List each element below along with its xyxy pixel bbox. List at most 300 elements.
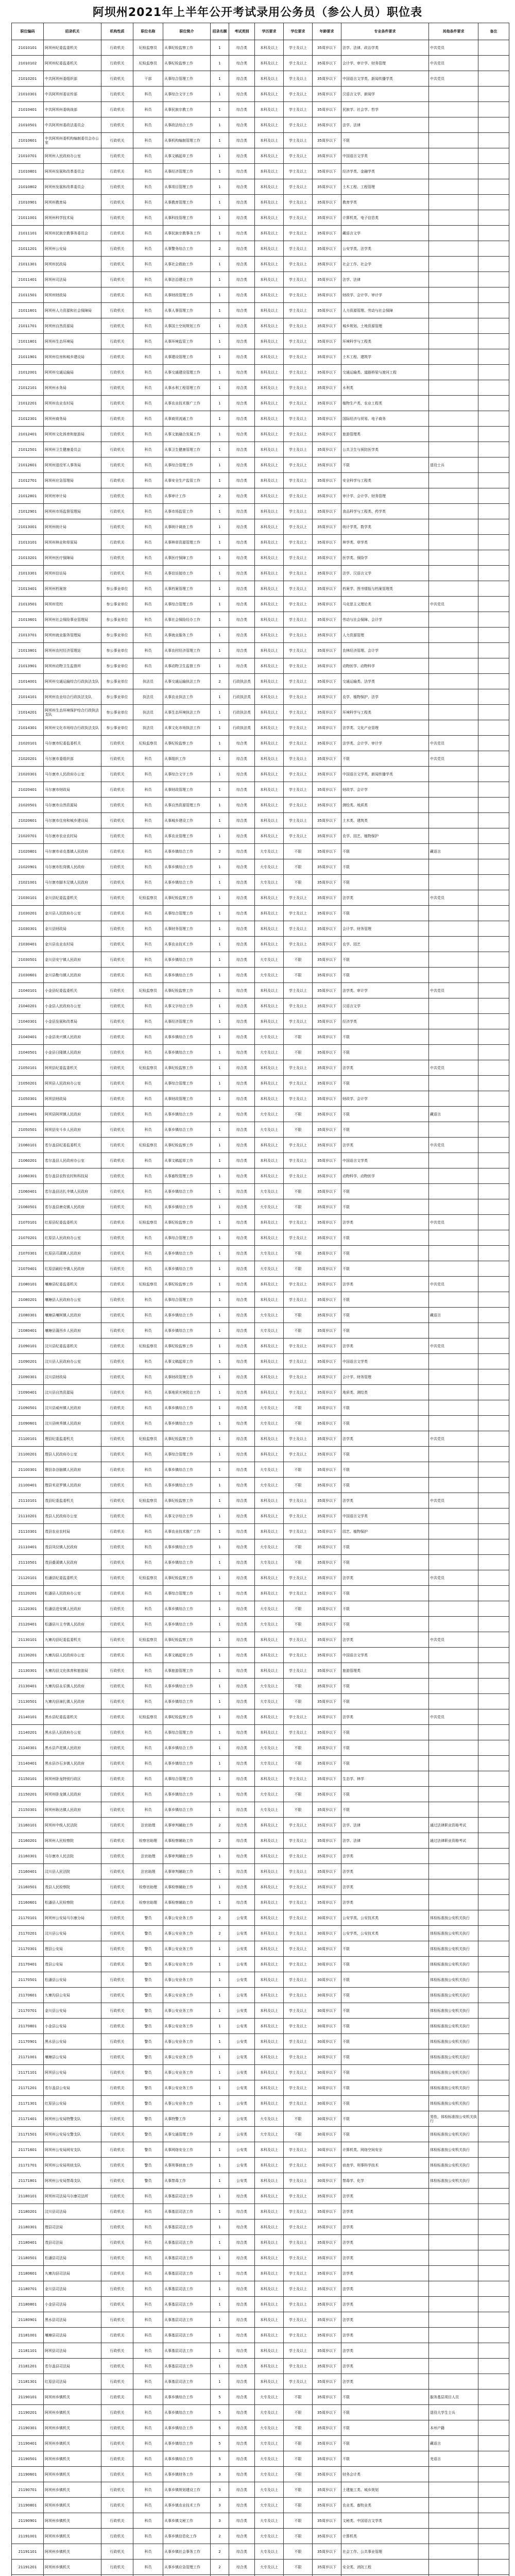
table-cell: 法学、汉语言文学 [341, 566, 429, 581]
table-cell: 学士及以上 [284, 720, 313, 736]
table-cell: 学士及以上 [284, 937, 313, 952]
table-cell [429, 566, 478, 581]
table-cell: 从事畜牧管理工作 [163, 1168, 211, 1184]
table-cell: 行政机关 [101, 457, 133, 473]
table-cell [478, 705, 509, 720]
table-cell: 阿坝州乡镇机关 [44, 2544, 101, 2560]
table-cell: 1 [211, 2250, 229, 2266]
table-cell: 土木工程、建筑学 [341, 349, 429, 365]
table-cell: 本科及以上 [255, 226, 284, 241]
table-cell: 1 [211, 705, 229, 720]
table-cell: 从事纪检监察工作 [163, 983, 211, 998]
table-cell [429, 287, 478, 303]
table-cell: 1 [211, 1184, 229, 1199]
table-cell: 1 [211, 1879, 229, 1895]
table-cell: 21011901 [12, 349, 44, 365]
table-cell: 本科及以上 [255, 1941, 284, 1957]
table-cell [478, 457, 509, 473]
table-cell: 35周岁以下 [313, 2544, 341, 2560]
table-cell: 不限 [341, 2389, 429, 2405]
table-cell: 大专及以上 [255, 2467, 284, 2482]
table-cell: 本科及以上 [255, 1833, 284, 1849]
table-cell: 35周岁以下 [313, 241, 341, 257]
table-cell: 执法员 [133, 689, 163, 705]
table-cell: 1 [211, 875, 229, 890]
table-cell: 行政机关 [101, 1493, 133, 1509]
table-cell: 若尔盖县公安局 [44, 2080, 101, 2096]
table-cell: 35周岁以下 [313, 210, 341, 226]
table-cell: 本科及以上 [255, 457, 284, 473]
table-cell: 法学类 [341, 2297, 429, 2312]
table-cell [429, 1648, 478, 1663]
table-cell: 行政机关 [101, 1524, 133, 1539]
table-cell [478, 1879, 509, 1895]
table-cell [429, 798, 478, 813]
table-cell: 科员 [133, 1679, 163, 1694]
table-cell: 科员 [133, 1029, 163, 1045]
table-cell: 公安学类、公安技术类 [341, 1926, 429, 1941]
table-cell: 审计学、会计学、财务管理 [341, 488, 429, 504]
table-cell: 1 [211, 937, 229, 952]
table-cell: 科员 [133, 1292, 163, 1308]
table-cell: 金川县纪委监委机关 [44, 890, 101, 906]
table-cell [478, 1910, 509, 1926]
table-cell: 从事乡镇综合工作 [163, 1478, 211, 1493]
table-cell: 21090401 [12, 1385, 44, 1400]
table-cell: 法学类 [341, 1849, 429, 1864]
table-cell: 科员 [133, 1555, 163, 1570]
table-cell: 不限 [341, 1400, 429, 1416]
table-cell: 35周岁以下 [313, 1029, 341, 1045]
table-cell: 医学类、保险学 [341, 550, 429, 566]
table-cell: 21170301 [12, 1941, 44, 1957]
table-cell: 行政机关 [101, 1431, 133, 1447]
table-cell: 从事基层司法工作 [163, 2297, 211, 2312]
table-row [12, 1818, 509, 1833]
table-cell: 科员 [133, 2544, 163, 2560]
table-cell [478, 1524, 509, 1539]
table-row [12, 2297, 509, 2312]
table-row [12, 1586, 509, 1601]
table-cell: 阿坝州民政局 [44, 257, 101, 272]
table-cell: 本科及以上 [255, 365, 284, 380]
table-cell: 35周岁以下 [313, 1076, 341, 1091]
table-cell [478, 1586, 509, 1601]
table-cell: 本科及以上 [255, 689, 284, 705]
table-cell: 行政机关 [101, 2389, 133, 2405]
table-cell: 本科及以上 [255, 2312, 284, 2328]
table-cell [478, 1277, 509, 1292]
table-cell: 水利类 [341, 380, 429, 396]
table-cell: 中共党员 [429, 751, 478, 767]
table-cell [429, 1122, 478, 1138]
table-cell: 行政机关 [101, 380, 133, 396]
table-cell: 科员 [133, 504, 163, 519]
table-cell: 21110201 [12, 1509, 44, 1524]
table-cell: 本科及以上 [255, 782, 284, 798]
table-cell: 从事农业技术工作 [163, 937, 211, 952]
table-cell: 本科及以上 [255, 56, 284, 71]
table-cell: 中共党员 [429, 1570, 478, 1586]
table-cell: 行政机关 [101, 1230, 133, 1246]
table-cell: 学士及以上 [284, 2158, 313, 2173]
table-cell: 学士及以上 [284, 2359, 313, 2374]
table-cell: 35周岁以下 [313, 56, 341, 71]
table-cell: 退役士兵 [429, 457, 478, 473]
table-cell: 综合类 [229, 2343, 255, 2359]
table-cell: 21140101 [12, 1709, 44, 1725]
table-cell: 纪检监察员 [133, 1632, 163, 1648]
table-cell: 21013101 [12, 535, 44, 550]
table-cell: 法学类 [341, 2204, 429, 2219]
table-cell: 阿坝州生态环境局 [44, 334, 101, 349]
table-cell: 35周岁以下 [313, 1833, 341, 1849]
table-cell: 综合类 [229, 859, 255, 875]
table-cell: 学士及以上 [284, 396, 313, 411]
table-cell: 行政机关 [101, 272, 133, 287]
table-cell: 大专及以上 [255, 1679, 284, 1694]
table-cell [429, 1895, 478, 1910]
table-cell: 21170501 [12, 1972, 44, 1988]
table-cell: 1 [211, 921, 229, 937]
table-cell: 35周岁以下 [313, 1138, 341, 1153]
table-cell: 理县纪委监委机关 [44, 1431, 101, 1447]
table-cell: 综合类 [229, 1292, 255, 1308]
table-cell [429, 1478, 478, 1493]
table-cell: 本科及以上 [255, 1354, 284, 1369]
table-cell: 中共阿坝州委统战部 [44, 102, 101, 117]
table-cell: 21170801 [12, 2019, 44, 2034]
table-cell [429, 1199, 478, 1215]
table-cell: 黑水县司法局 [44, 2312, 101, 2328]
table-cell: 35周岁以下 [313, 535, 341, 550]
table-cell: 公安学类、法学类 [341, 241, 429, 257]
table-cell: 35周岁以下 [313, 1632, 341, 1648]
table-cell: 科员 [133, 875, 163, 890]
table-cell: 科员 [133, 442, 163, 457]
table-cell: 执法员 [133, 674, 163, 689]
table-cell: 21011401 [12, 272, 44, 287]
table-cell [429, 2529, 478, 2544]
table-cell: 九寨沟县永乐镇人民政府 [44, 1679, 101, 1694]
table-cell: 从事乡镇综合工作 [163, 2420, 211, 2436]
table-row [12, 921, 509, 937]
table-cell: 行政机关 [101, 906, 133, 921]
table-cell: 综合类 [229, 2235, 255, 2250]
table-cell: 综合类 [229, 427, 255, 442]
table-cell: 科员 [133, 1586, 163, 1601]
table-cell: 学士及以上 [284, 1431, 313, 1447]
table-cell: 马尔康市委组织部 [44, 751, 101, 767]
table-cell: 综合类 [229, 1416, 255, 1431]
table-cell: 交通运输类、法学类 [341, 674, 429, 689]
table-cell: 35周岁以下 [313, 1864, 341, 1879]
table-cell: 1 [211, 798, 229, 813]
table-cell: 公安类 [229, 1926, 255, 1941]
table-cell: 综合类 [229, 2281, 255, 2297]
table-cell: 21010701 [12, 148, 44, 164]
table-cell: 行政机关 [101, 875, 133, 890]
table-cell: 纪检监察员 [133, 1277, 163, 1292]
table-cell: 学士及以上 [284, 1570, 313, 1586]
table-cell: 学士及以上 [284, 2096, 313, 2111]
table-cell: 综合类 [229, 2189, 255, 2204]
table-cell [478, 658, 509, 674]
table-cell: 从事综合管理工作 [163, 597, 211, 612]
table-cell [429, 1091, 478, 1107]
table-cell: 科员 [133, 1308, 163, 1323]
table-cell: 21021001 [12, 875, 44, 890]
table-cell: 行政执法类 [229, 720, 255, 736]
table-cell: 从事乡镇综合工作 [163, 2405, 211, 2420]
table-cell [429, 1725, 478, 1740]
table-cell [478, 2235, 509, 2250]
table-cell: 35周岁以下 [313, 2219, 341, 2235]
table-cell: 法学类 [341, 2374, 429, 2389]
table-cell: 行政机关 [101, 87, 133, 102]
table-cell [478, 427, 509, 442]
table-cell: 从事基层司法工作 [163, 2204, 211, 2219]
table-cell: 若尔盖县人民政府办公室 [44, 1153, 101, 1168]
table-cell: 黑水县公安局 [44, 2034, 101, 2049]
table-cell: 从事公安业务工作 [163, 2003, 211, 2019]
table-cell: 行政机关 [101, 519, 133, 535]
table-cell: 1 [211, 1864, 229, 1879]
table-cell: 综合类 [229, 257, 255, 272]
table-cell: 学士及以上 [284, 1941, 313, 1957]
table-cell: 21013001 [12, 519, 44, 535]
table-cell: 学士及以上 [284, 921, 313, 937]
table-cell [478, 1184, 509, 1199]
table-cell: 35周岁以下 [313, 751, 341, 767]
table-cell: 侦查学、刑事科学技术 [341, 2158, 429, 2173]
table-cell: 学士及以上 [284, 2034, 313, 2049]
table-cell: 35周岁以下 [313, 643, 341, 658]
table-cell: 不限 [341, 2451, 429, 2467]
table-cell: 本科及以上 [255, 674, 284, 689]
table-cell: 科员 [133, 2297, 163, 2312]
table-cell [478, 117, 509, 133]
table-cell: 21171001 [12, 2049, 44, 2065]
table-cell: 35周岁以下 [313, 1447, 341, 1462]
table-cell: 1 [211, 2235, 229, 2250]
table-cell: 综合类 [229, 1107, 255, 1122]
table-cell [429, 87, 478, 102]
table-cell: 1 [211, 643, 229, 658]
table-cell: 21014201 [12, 705, 44, 720]
table-cell: 35周岁以下 [313, 195, 341, 210]
table-cell: 21160601 [12, 1895, 44, 1910]
table-cell: 30周岁以下 [313, 1926, 341, 1941]
table-cell: 1 [211, 2096, 229, 2111]
table-cell: 行政机关 [101, 1400, 133, 1416]
table-cell: 35周岁以下 [313, 1168, 341, 1184]
table-row [12, 179, 509, 195]
table-cell: 35周岁以下 [313, 1694, 341, 1709]
table-cell: 阿坝州农村经济管理站 [44, 643, 101, 658]
table-cell [429, 272, 478, 287]
table-cell: 学士及以上 [284, 40, 313, 56]
table-cell: 21013801 [12, 643, 44, 658]
table-row [12, 1107, 509, 1122]
table-cell: 35周岁以下 [313, 1369, 341, 1385]
table-cell: 男性，体检标准按公安机关执行 [429, 2111, 478, 2127]
table-cell: 中共党员 [429, 1338, 478, 1354]
table-cell [429, 334, 478, 349]
table-cell: 科员 [133, 2219, 163, 2235]
table-cell: 1 [211, 349, 229, 365]
table-cell: 马尔康市人民政府办公室 [44, 767, 101, 782]
table-row [12, 1509, 509, 1524]
table-cell [478, 1369, 509, 1385]
table-cell: 阿坝州农业农村局 [44, 396, 101, 411]
table-cell: 从事纪检监察工作 [163, 1338, 211, 1354]
table-cell: 35周岁以下 [313, 1060, 341, 1076]
table-cell: 大专及以上 [255, 1400, 284, 1416]
table-cell: 从事法治建设工作 [163, 272, 211, 287]
table-cell: 1 [211, 1138, 229, 1153]
table-cell: 从事检察辅助工作 [163, 1833, 211, 1849]
table-cell: 35周岁以下 [313, 1478, 341, 1493]
table-cell [478, 782, 509, 798]
table-row [12, 1988, 509, 2003]
table-cell: 马尔康市农业农村局 [44, 828, 101, 844]
table-cell: 综合类 [229, 148, 255, 164]
table-cell: 本科及以上 [255, 1879, 284, 1895]
table-cell: 2 [211, 1910, 229, 1926]
table-cell: 35周岁以下 [313, 427, 341, 442]
table-cell [429, 396, 478, 411]
table-cell: 综合类 [229, 2389, 255, 2405]
table-cell: 1 [211, 1849, 229, 1864]
table-cell: 体检标准按公安机关执行 [429, 2127, 478, 2142]
table-cell: 从事乡镇综合工作 [163, 1539, 211, 1555]
table-cell: 21010802 [12, 179, 44, 195]
table-cell: 35周岁以下 [313, 1802, 341, 1818]
table-cell: 不限 [284, 2467, 313, 2482]
table-cell: 综合类 [229, 1091, 255, 1107]
table-cell: 会计学、财务管理 [341, 921, 429, 937]
table-cell [478, 581, 509, 597]
table-cell: 综合类 [229, 2312, 255, 2328]
table-cell: 35周岁以下 [313, 844, 341, 859]
table-cell: 体检标准按公安机关执行 [429, 1941, 478, 1957]
table-cell: 35周岁以下 [313, 1570, 341, 1586]
table-cell: 学士及以上 [284, 1725, 313, 1740]
table-cell: 学士及以上 [284, 628, 313, 643]
table-cell: 35周岁以下 [313, 365, 341, 380]
table-row [12, 859, 509, 875]
table-cell: 1 [211, 1385, 229, 1400]
table-cell: 阿坝州司法局马尔康司法所 [44, 2189, 101, 2204]
table-cell: 不限 [284, 1246, 313, 1261]
table-cell: 行政机关 [101, 2034, 133, 2049]
table-cell: 从事基层司法工作 [163, 2374, 211, 2389]
table-cell: 本科及以上 [255, 597, 284, 612]
table-cell: 21080401 [12, 1323, 44, 1338]
table-cell: 九寨沟县公安局 [44, 1988, 101, 2003]
table-cell: 本科及以上 [255, 2158, 284, 2173]
table-cell: 科员 [133, 2312, 163, 2328]
table-cell: 学士及以上 [284, 1014, 313, 1029]
table-cell: 1 [211, 1601, 229, 1617]
table-cell: 体检标准按公安机关执行 [429, 2158, 478, 2173]
table-cell: 1 [211, 210, 229, 226]
table-cell: 2 [211, 2127, 229, 2142]
table-cell: 不限 [341, 1601, 429, 1617]
table-cell: 30周岁以下 [313, 2034, 341, 2049]
table-cell: 学士及以上 [284, 1879, 313, 1895]
table-cell: 不限 [341, 751, 429, 767]
table-cell: 行政机关 [101, 1941, 133, 1957]
table-cell: 21090501 [12, 1400, 44, 1416]
table-cell: 综合类 [229, 1756, 255, 1771]
table-cell: 不限 [341, 1416, 429, 1431]
table-cell: 35周岁以下 [313, 349, 341, 365]
table-cell: 科员 [133, 1107, 163, 1122]
table-cell: 21171201 [12, 2080, 44, 2096]
table-cell: 行政机关 [101, 1632, 133, 1648]
table-cell: 行政机关 [101, 1740, 133, 1756]
table-cell: 科员 [133, 1740, 163, 1756]
table-cell [429, 1694, 478, 1709]
table-cell: 综合类 [229, 1679, 255, 1694]
table-cell: 本科及以上 [255, 2281, 284, 2297]
table-cell: 本科及以上 [255, 1910, 284, 1926]
table-cell: 从事动物卫生监督工作 [163, 658, 211, 674]
table-row [12, 40, 509, 56]
table-cell: 21120101 [12, 1570, 44, 1586]
table-row [12, 148, 509, 164]
table-row [12, 658, 509, 674]
table-cell [478, 2420, 509, 2436]
table-cell: 35周岁以下 [313, 937, 341, 952]
table-cell: 黑水县芦花镇人民政府 [44, 1740, 101, 1756]
table-cell: 综合类 [229, 658, 255, 674]
table-cell: 法学类 [341, 1864, 429, 1879]
table-cell: 纪检监察员 [133, 890, 163, 906]
table-cell: 财政学、会计学、审计学 [341, 287, 429, 303]
table-row [12, 1539, 509, 1555]
table-cell: 藏语言 [429, 1308, 478, 1323]
table-cell: 行政机关 [101, 2467, 133, 2482]
table-cell: 行政机关 [101, 2158, 133, 2173]
table-cell: 本科及以上 [255, 473, 284, 488]
table-cell: 本科及以上 [255, 195, 284, 210]
table-cell [478, 1122, 509, 1138]
table-cell: 检察官助理 [133, 1879, 163, 1895]
table-cell: 法学、法律、政治学类 [341, 40, 429, 56]
table-cell: 理县司法局 [44, 2219, 101, 2235]
table-cell: 学士及以上 [284, 2019, 313, 2034]
table-cell: 本科及以上 [255, 1230, 284, 1246]
table-cell [429, 998, 478, 1014]
table-cell: 会计学、财务管理 [341, 1369, 429, 1385]
table-cell [478, 179, 509, 195]
table-row [12, 1771, 509, 1787]
table-cell [478, 1447, 509, 1462]
table-cell: 纪检监察员 [133, 1060, 163, 1076]
table-cell: 科员 [133, 2281, 163, 2297]
table-cell: 学士及以上 [284, 674, 313, 689]
table-cell: 21130501 [12, 1694, 44, 1709]
table-cell: 不限 [341, 1478, 429, 1493]
table-cell: 行政机关 [101, 2065, 133, 2080]
table-cell [478, 488, 509, 504]
table-cell: 21012101 [12, 380, 44, 396]
table-row [12, 427, 509, 442]
table-cell: 不限 [284, 1679, 313, 1694]
